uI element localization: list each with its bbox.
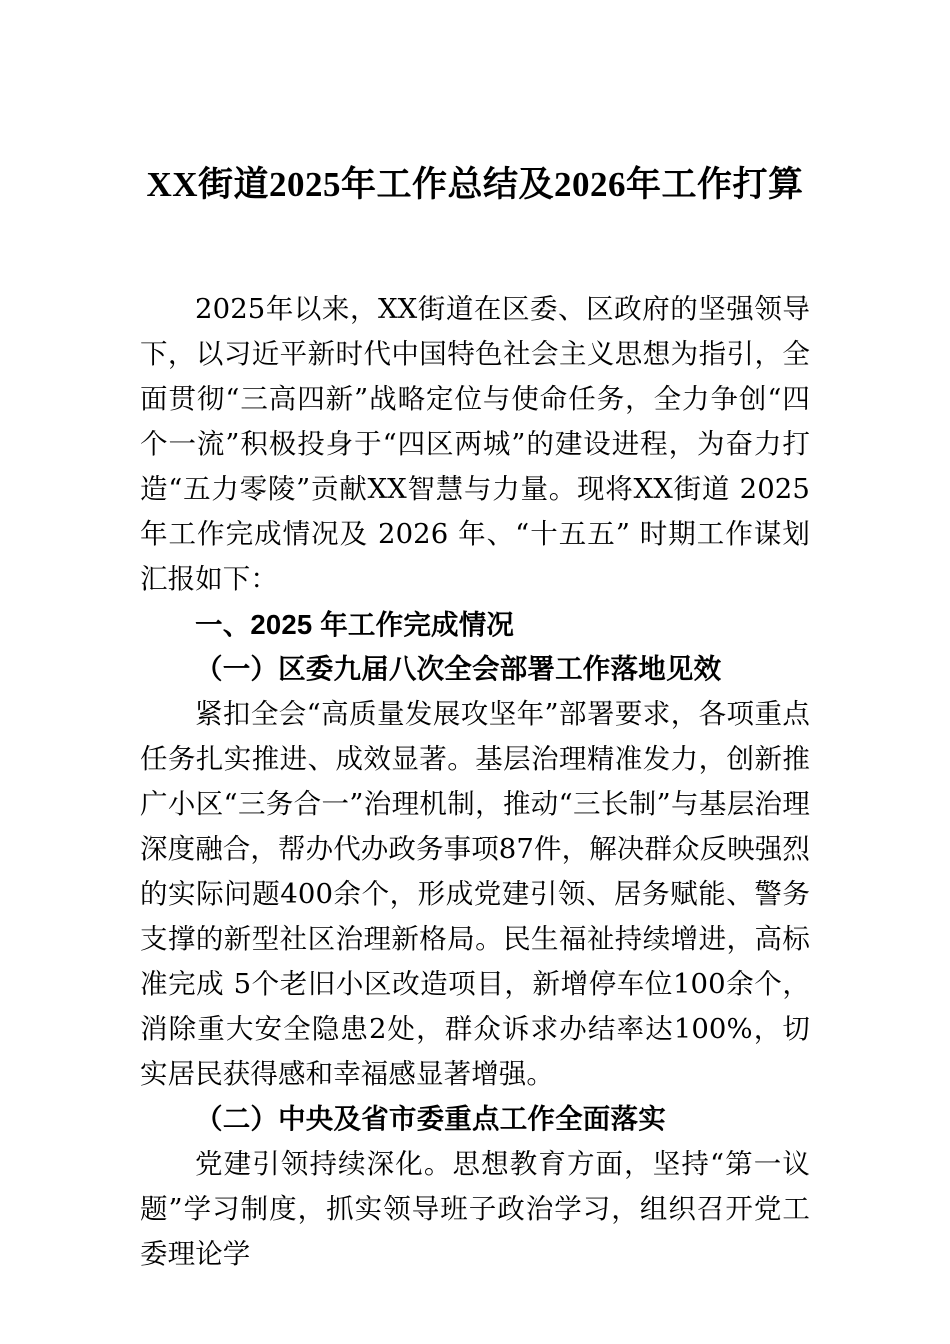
page-title: XX街道2025年工作总结及2026年工作打算	[146, 165, 804, 204]
subsection-two-heading: （二）中央及省市委重点工作全面落实	[195, 1103, 666, 1135]
subsection-one-heading: （一）区委九届八次全会部署工作落地见效	[195, 653, 722, 685]
document-body	[140, 0, 810, 1277]
subsection-two-body: 党建引领持续深化。思想教育方面，坚持“第一议题”学习制度，抓实领导班子政治学习，组织召开党工委理论学	[140, 1148, 810, 1270]
section-one-heading: 一、2025 年工作完成情况	[195, 609, 515, 640]
intro-paragraph: 2025年以来，XX街道在区委、区政府的坚强领导下，以习近平新时代中国特色社会主义思想为指引，全面贯彻“三高四新”战略定位与使命任务，全力争创“四个一流”积极投身于“四区两城”的建设进程，为奋力打造“五力零陵”贡献XX智慧与力量。现将XX街道 2025 年工作完成情况及 2026 年、“十五五” 时期工作谋划汇报如下：	[140, 293, 810, 595]
subsection-one-body: 紧扣全会“高质量发展攻坚年”部署要求，各项重点任务扎实推进、成效显著。基层治理精准发力，创新推广小区“三务合一”治理机制，推动“三长制”与基层治理深度融合，帮办代办政务事项87件，解决群众反映强烈的实际问题400余个，形成党建引领、居务赋能、警务支撑的新型社区治理新格局。民生福祉持续增进，高标准完成 5个老旧小区改造项目，新增停车位100余个，消除重大安全隐患2处，群众诉求办结率达100%，切实居民获得感和幸福感显著增强。	[140, 698, 810, 1090]
